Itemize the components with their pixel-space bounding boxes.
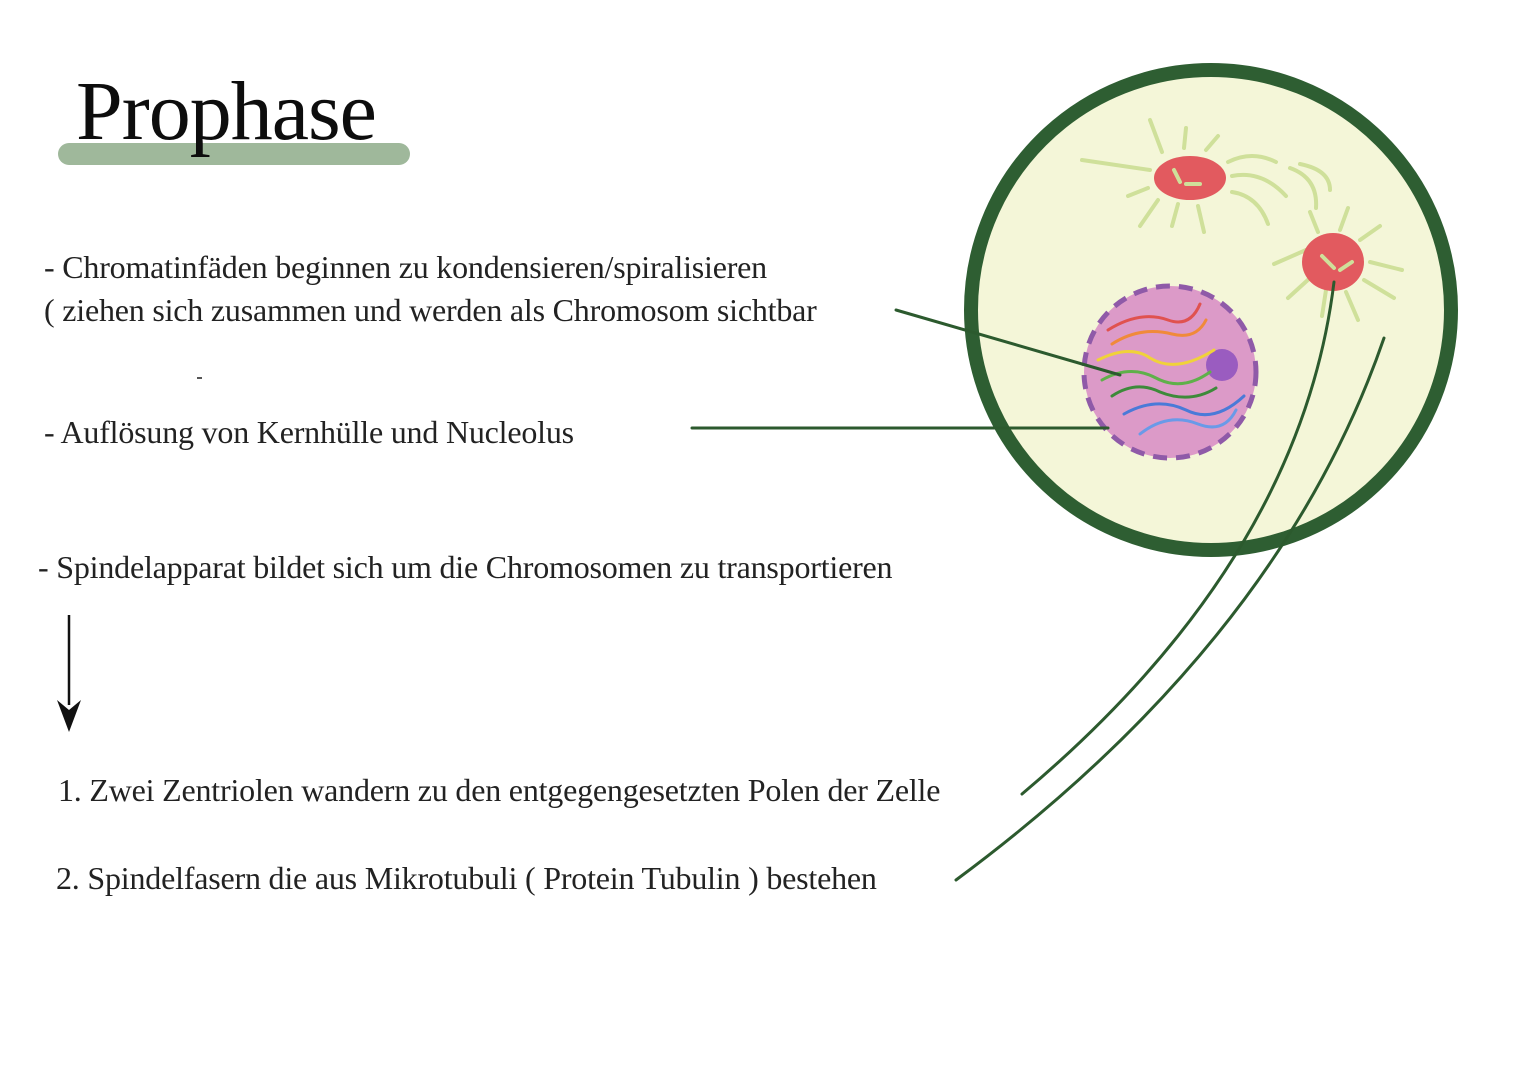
stray-dash [197,377,202,379]
point-spindle: - Spindelapparat bildet sich um die Chromosomen zu transportieren [38,549,893,585]
down-arrow-icon [57,615,81,732]
cell [971,70,1451,550]
list-item-centrioles: 1. Zwei Zentriolen wandern zu den entgegengesetzten Polen der Zelle [58,772,941,808]
point-chromatin-line2: ( ziehen sich zusammen und werden als Chromosom sichtbar [44,292,817,328]
point-chromatin-line1: - Chromatinfäden beginnen zu kondensieren/spiralisieren [44,249,767,285]
page-title: Prophase [76,65,376,158]
point-dissolution: - Auflösung von Kernhülle und Nucleolus [44,414,574,450]
list-item-spindle-fibers: 2. Spindelfasern die aus Mikrotubuli ( Protein Tubulin ) bestehen [56,860,877,896]
centrosome-upper [1154,156,1226,200]
nucleolus [1206,349,1238,381]
